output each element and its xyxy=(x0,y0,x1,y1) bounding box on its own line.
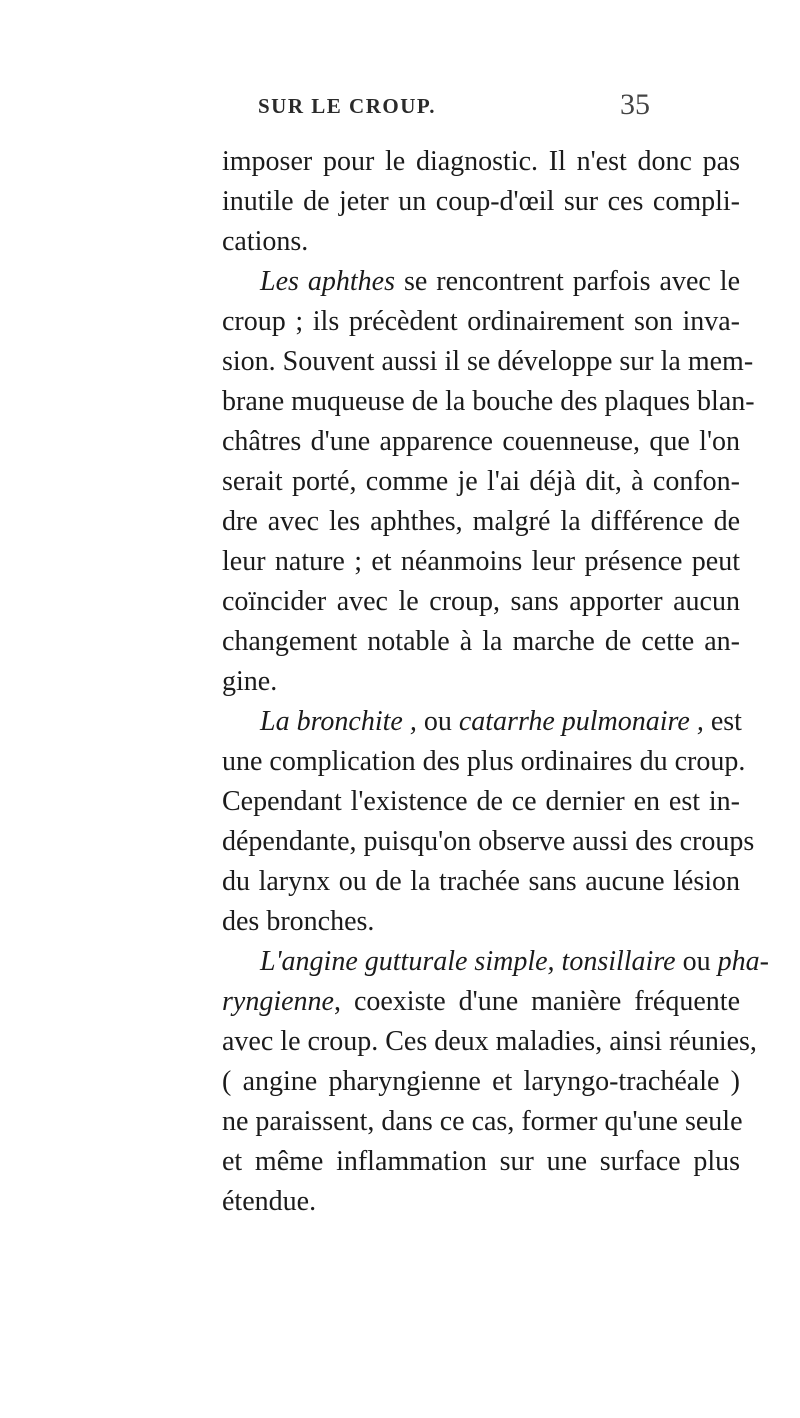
text-line: Cependant l'existence de ce dernier en est in- xyxy=(222,786,740,817)
running-title: SUR LE CROUP. xyxy=(258,94,437,118)
text-line: dépendante, puisqu'on observe aussi des croups xyxy=(222,826,755,857)
text-line: étendue. xyxy=(222,1186,317,1217)
text-line: brane muqueuse de la bouche des plaques blan- xyxy=(222,386,755,417)
text-line: imposer pour le diagnostic. Il n'est donc pas xyxy=(222,146,740,177)
text-line: inutile de jeter un coup-d'œil sur ces compli- xyxy=(222,186,740,217)
text-line: ( angine pharyngienne et laryngo-trachéale ) xyxy=(222,1066,740,1097)
text-line: ne paraissent, dans ce cas, former qu'une seule xyxy=(222,1106,743,1137)
text-line: cations. xyxy=(222,226,309,257)
text-line: changement notable à la marche de cette an- xyxy=(222,626,740,657)
text-line: La bronchite , ou catarrhe pulmonaire , est xyxy=(260,706,742,737)
text-line: du larynx ou de la trachée sans aucune lésion xyxy=(222,866,740,897)
text-line: coïncider avec le croup, sans apporter aucun xyxy=(222,586,740,617)
text-line: leur nature ; et néanmoins leur présence peut xyxy=(222,546,740,577)
text-line: serait porté, comme je l'ai déjà dit, à confon- xyxy=(222,466,740,497)
text-line: croup ; ils précèdent ordinairement son inva- xyxy=(222,306,740,337)
text-line: ryngienne, coexiste d'une manière fréquente xyxy=(222,986,740,1017)
text-line: et même inflammation sur une surface plus xyxy=(222,1146,740,1177)
text-line: dre avec les aphthes, malgré la différence de xyxy=(222,506,740,537)
text-line: L'angine gutturale simple, tonsillaire ou pha- xyxy=(260,946,769,977)
text-line: Les aphthes se rencontrent parfois avec le xyxy=(260,266,741,297)
text-line: sion. Souvent aussi il se développe sur la mem- xyxy=(222,346,754,377)
text-line: châtres d'une apparence couenneuse, que l'on xyxy=(222,426,740,457)
text-line: avec le croup. Ces deux maladies, ainsi réunies, xyxy=(222,1026,757,1057)
page-number: 35 xyxy=(620,88,650,121)
text-line: des bronches. xyxy=(222,906,375,937)
running-head xyxy=(0,88,800,124)
text-line: une complication des plus ordinaires du croup. xyxy=(222,746,746,777)
text-line: gine. xyxy=(222,666,278,697)
